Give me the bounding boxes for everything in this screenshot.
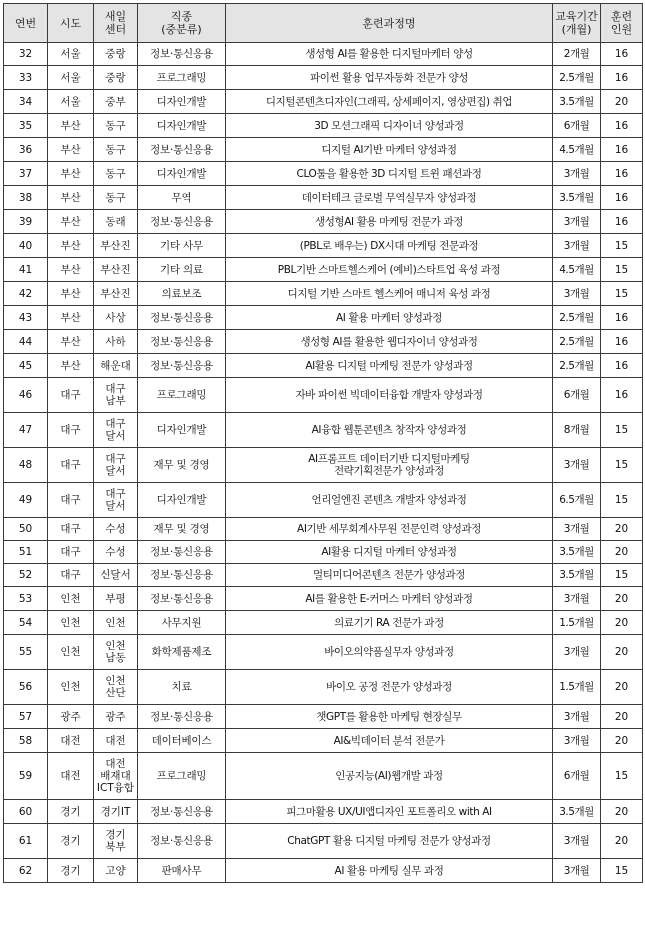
cell-period: 2.5개월	[553, 354, 601, 378]
cell-trainees: 16	[601, 330, 643, 354]
table-row	[4, 43, 643, 66]
cell-course: 데이터테크 글로벌 무역실무자 양성과정	[226, 186, 553, 210]
cell-trainees: 20	[601, 729, 643, 753]
table-row	[4, 210, 643, 234]
cell-no: 43	[4, 306, 48, 330]
cell-trainees: 16	[601, 43, 643, 66]
cell-no: 47	[4, 413, 48, 448]
cell-center: 동구	[94, 114, 138, 138]
cell-category: 디자인개발	[138, 114, 226, 138]
cell-category: 정보·통신응용	[138, 564, 226, 587]
table-row	[4, 330, 643, 354]
cell-no: 55	[4, 635, 48, 670]
cell-category: 정보·통신응용	[138, 800, 226, 824]
table-row	[4, 66, 643, 90]
cell-region: 대전	[48, 729, 94, 753]
cell-course: AI활용 디지털 마케터 양성과정	[226, 541, 553, 564]
cell-category: 기타 사무	[138, 234, 226, 258]
cell-trainees: 16	[601, 378, 643, 413]
cell-category: 정보·통신응용	[138, 330, 226, 354]
cell-period: 1.5개월	[553, 670, 601, 705]
table-row	[4, 753, 643, 800]
cell-region: 대구	[48, 448, 94, 483]
cell-region: 부산	[48, 354, 94, 378]
cell-course: 언리얼엔진 콘텐츠 개발자 양성과정	[226, 483, 553, 518]
header-category: 직종 (중분류)	[138, 4, 226, 43]
table-row	[4, 541, 643, 564]
cell-course: 생성형AI 활용 마케팅 전문가 과정	[226, 210, 553, 234]
cell-category: 무역	[138, 186, 226, 210]
table-row	[4, 378, 643, 413]
table-row	[4, 824, 643, 859]
cell-period: 3개월	[553, 587, 601, 611]
cell-category: 재무 및 경영	[138, 518, 226, 541]
cell-category: 정보·통신응용	[138, 138, 226, 162]
cell-region: 대구	[48, 518, 94, 541]
cell-course: 의료기기 RA 전문가 과정	[226, 611, 553, 635]
cell-trainees: 20	[601, 518, 643, 541]
table-row	[4, 448, 643, 483]
cell-center: 경기 북부	[94, 824, 138, 859]
cell-course: 멀티미디어콘텐츠 전문가 양성과정	[226, 564, 553, 587]
cell-trainees: 15	[601, 282, 643, 306]
cell-region: 인천	[48, 611, 94, 635]
cell-course: AI기반 세무회계사무원 전문인력 양성과정	[226, 518, 553, 541]
cell-period: 3개월	[553, 859, 601, 883]
cell-trainees: 15	[601, 258, 643, 282]
cell-no: 61	[4, 824, 48, 859]
table-body	[4, 43, 643, 883]
cell-center: 대전	[94, 729, 138, 753]
table-row	[4, 114, 643, 138]
header-center: 새일 센터	[94, 4, 138, 43]
cell-period: 3개월	[553, 282, 601, 306]
cell-course: AI활용 디지털 마케팅 전문가 양성과정	[226, 354, 553, 378]
cell-no: 41	[4, 258, 48, 282]
cell-period: 3.5개월	[553, 90, 601, 114]
table-header-row	[4, 4, 643, 43]
cell-category: 정보·통신응용	[138, 43, 226, 66]
cell-trainees: 20	[601, 90, 643, 114]
cell-region: 인천	[48, 635, 94, 670]
cell-category: 디자인개발	[138, 413, 226, 448]
header-period: 교육기간 (개월)	[553, 4, 601, 43]
cell-trainees: 16	[601, 306, 643, 330]
cell-period: 3개월	[553, 518, 601, 541]
cell-period: 3.5개월	[553, 186, 601, 210]
cell-region: 부산	[48, 210, 94, 234]
cell-category: 정보·통신응용	[138, 306, 226, 330]
cell-no: 44	[4, 330, 48, 354]
cell-center: 대전 배재대 ICT융합	[94, 753, 138, 800]
cell-course: 디지털 기반 스마트 헬스케어 매니저 육성 과정	[226, 282, 553, 306]
cell-center: 고양	[94, 859, 138, 883]
cell-course: 생성형 AI를 활용한 디지털마케터 양성	[226, 43, 553, 66]
cell-course: ChatGPT 활용 디지털 마케팅 전문가 양성과정	[226, 824, 553, 859]
cell-center: 대구 달서	[94, 483, 138, 518]
table-row	[4, 587, 643, 611]
cell-trainees: 15	[601, 448, 643, 483]
cell-trainees: 15	[601, 564, 643, 587]
cell-region: 대구	[48, 378, 94, 413]
cell-period: 2.5개월	[553, 66, 601, 90]
cell-no: 32	[4, 43, 48, 66]
cell-center: 동래	[94, 210, 138, 234]
cell-period: 2.5개월	[553, 330, 601, 354]
cell-trainees: 16	[601, 186, 643, 210]
table-row	[4, 354, 643, 378]
cell-center: 신달서	[94, 564, 138, 587]
cell-no: 59	[4, 753, 48, 800]
table-row	[4, 90, 643, 114]
cell-trainees: 16	[601, 162, 643, 186]
cell-region: 부산	[48, 258, 94, 282]
table-row	[4, 162, 643, 186]
cell-period: 6개월	[553, 753, 601, 800]
cell-no: 62	[4, 859, 48, 883]
cell-period: 6개월	[553, 114, 601, 138]
cell-no: 38	[4, 186, 48, 210]
cell-course: 피그마활용 UX/UI앱디자인 포트폴리오 with AI	[226, 800, 553, 824]
cell-period: 3개월	[553, 729, 601, 753]
cell-category: 정보·통신응용	[138, 587, 226, 611]
training-course-table	[3, 3, 643, 883]
cell-course: 바이오의약품실무자 양성과정	[226, 635, 553, 670]
cell-region: 부산	[48, 138, 94, 162]
cell-trainees: 15	[601, 859, 643, 883]
table-row	[4, 705, 643, 729]
cell-region: 대전	[48, 753, 94, 800]
cell-period: 3개월	[553, 210, 601, 234]
cell-category: 프로그래밍	[138, 753, 226, 800]
cell-center: 동구	[94, 162, 138, 186]
cell-category: 재무 및 경영	[138, 448, 226, 483]
cell-region: 부산	[48, 114, 94, 138]
cell-center: 동구	[94, 186, 138, 210]
cell-trainees: 20	[601, 635, 643, 670]
cell-no: 58	[4, 729, 48, 753]
cell-center: 중부	[94, 90, 138, 114]
cell-trainees: 20	[601, 611, 643, 635]
cell-course: AI프롬프트 데이터기반 디지털마케팅 전략기획전문가 양성과정	[226, 448, 553, 483]
cell-center: 수성	[94, 541, 138, 564]
cell-region: 대구	[48, 541, 94, 564]
cell-period: 3.5개월	[553, 800, 601, 824]
cell-course: 디지털 AI기반 마케터 양성과정	[226, 138, 553, 162]
table-row	[4, 483, 643, 518]
cell-center: 대구 달서	[94, 413, 138, 448]
cell-trainees: 20	[601, 705, 643, 729]
cell-center: 대구 달서	[94, 448, 138, 483]
cell-course: 자바 파이썬 빅데이터융합 개발자 양성과정	[226, 378, 553, 413]
cell-region: 인천	[48, 587, 94, 611]
table-row	[4, 635, 643, 670]
cell-course: AI 활용 마케터 양성과정	[226, 306, 553, 330]
cell-no: 37	[4, 162, 48, 186]
cell-course: AI를 활용한 E-커머스 마케터 양성과정	[226, 587, 553, 611]
cell-center: 광주	[94, 705, 138, 729]
cell-center: 대구 남부	[94, 378, 138, 413]
cell-period: 4.5개월	[553, 258, 601, 282]
cell-course: 인공지능(AI)웹개발 과정	[226, 753, 553, 800]
header-region: 시도	[48, 4, 94, 43]
cell-category: 정보·통신응용	[138, 210, 226, 234]
table-row	[4, 413, 643, 448]
cell-course: 생성형 AI를 활용한 웹디자이너 양성과정	[226, 330, 553, 354]
cell-category: 프로그래밍	[138, 66, 226, 90]
cell-category: 프로그래밍	[138, 378, 226, 413]
cell-trainees: 16	[601, 114, 643, 138]
cell-category: 디자인개발	[138, 483, 226, 518]
cell-course: 디지털콘텐츠디자인(그래픽, 상세페이지, 영상편집) 취업	[226, 90, 553, 114]
cell-trainees: 15	[601, 234, 643, 258]
table-row	[4, 234, 643, 258]
cell-category: 정보·통신응용	[138, 705, 226, 729]
cell-period: 3개월	[553, 162, 601, 186]
cell-period: 3개월	[553, 448, 601, 483]
table-row	[4, 800, 643, 824]
table-row	[4, 282, 643, 306]
cell-no: 48	[4, 448, 48, 483]
cell-no: 33	[4, 66, 48, 90]
cell-region: 인천	[48, 670, 94, 705]
table-row	[4, 859, 643, 883]
cell-no: 60	[4, 800, 48, 824]
cell-category: 사무지원	[138, 611, 226, 635]
cell-period: 6개월	[553, 378, 601, 413]
cell-course: 파이썬 활용 업무자동화 전문가 양성	[226, 66, 553, 90]
cell-trainees: 20	[601, 800, 643, 824]
cell-region: 경기	[48, 824, 94, 859]
cell-region: 경기	[48, 800, 94, 824]
cell-no: 51	[4, 541, 48, 564]
header-trainees: 훈련 인원	[601, 4, 643, 43]
cell-center: 중랑	[94, 66, 138, 90]
cell-center: 중랑	[94, 43, 138, 66]
table-row	[4, 729, 643, 753]
cell-trainees: 15	[601, 413, 643, 448]
cell-region: 서울	[48, 43, 94, 66]
cell-period: 3개월	[553, 234, 601, 258]
cell-center: 부산진	[94, 282, 138, 306]
cell-no: 49	[4, 483, 48, 518]
cell-region: 대구	[48, 413, 94, 448]
cell-no: 52	[4, 564, 48, 587]
cell-region: 부산	[48, 330, 94, 354]
cell-no: 45	[4, 354, 48, 378]
cell-category: 정보·통신응용	[138, 354, 226, 378]
cell-category: 데이터베이스	[138, 729, 226, 753]
cell-course: AI&빅데이터 분석 전문가	[226, 729, 553, 753]
table-row	[4, 564, 643, 587]
table-row	[4, 670, 643, 705]
table-row	[4, 186, 643, 210]
cell-center: 사상	[94, 306, 138, 330]
cell-no: 36	[4, 138, 48, 162]
cell-region: 부산	[48, 186, 94, 210]
cell-period: 3개월	[553, 705, 601, 729]
table-row	[4, 258, 643, 282]
cell-no: 34	[4, 90, 48, 114]
cell-center: 사하	[94, 330, 138, 354]
cell-period: 6.5개월	[553, 483, 601, 518]
cell-no: 39	[4, 210, 48, 234]
header-course: 훈련과정명	[226, 4, 553, 43]
cell-region: 부산	[48, 282, 94, 306]
cell-course: (PBL로 배우는) DX시대 마케팅 전문과정	[226, 234, 553, 258]
cell-period: 2개월	[553, 43, 601, 66]
cell-center: 부평	[94, 587, 138, 611]
cell-category: 디자인개발	[138, 162, 226, 186]
cell-center: 경기IT	[94, 800, 138, 824]
cell-period: 3개월	[553, 824, 601, 859]
cell-center: 부산진	[94, 258, 138, 282]
cell-center: 인천 산단	[94, 670, 138, 705]
cell-region: 광주	[48, 705, 94, 729]
table-row	[4, 611, 643, 635]
cell-no: 57	[4, 705, 48, 729]
cell-center: 인천 남동	[94, 635, 138, 670]
cell-course: CLO툴을 활용한 3D 디지털 트윈 패션과정	[226, 162, 553, 186]
cell-course: AI융합 웹툰콘텐츠 창작자 양성과정	[226, 413, 553, 448]
cell-no: 46	[4, 378, 48, 413]
cell-trainees: 20	[601, 670, 643, 705]
cell-region: 서울	[48, 66, 94, 90]
cell-course: AI 활용 마케팅 실무 과정	[226, 859, 553, 883]
cell-no: 54	[4, 611, 48, 635]
cell-trainees: 16	[601, 138, 643, 162]
cell-period: 1.5개월	[553, 611, 601, 635]
cell-no: 56	[4, 670, 48, 705]
cell-no: 40	[4, 234, 48, 258]
cell-region: 부산	[48, 234, 94, 258]
cell-region: 서울	[48, 90, 94, 114]
cell-center: 수성	[94, 518, 138, 541]
cell-trainees: 20	[601, 541, 643, 564]
cell-center: 인천	[94, 611, 138, 635]
cell-trainees: 15	[601, 753, 643, 800]
cell-center: 해운대	[94, 354, 138, 378]
cell-trainees: 16	[601, 210, 643, 234]
cell-course: 3D 모션그래픽 디자이너 양성과정	[226, 114, 553, 138]
cell-category: 화학제품제조	[138, 635, 226, 670]
cell-region: 대구	[48, 483, 94, 518]
header-no: 연번	[4, 4, 48, 43]
cell-category: 정보·통신응용	[138, 824, 226, 859]
cell-region: 부산	[48, 306, 94, 330]
cell-no: 53	[4, 587, 48, 611]
cell-period: 3.5개월	[553, 541, 601, 564]
table-row	[4, 518, 643, 541]
cell-course: 챗GPT를 활용한 마케팅 현장실무	[226, 705, 553, 729]
cell-period: 3.5개월	[553, 564, 601, 587]
cell-trainees: 16	[601, 354, 643, 378]
cell-category: 기타 의료	[138, 258, 226, 282]
cell-category: 판매사무	[138, 859, 226, 883]
cell-period: 2.5개월	[553, 306, 601, 330]
table-row	[4, 306, 643, 330]
table-row	[4, 138, 643, 162]
cell-course: 바이오 공정 전문가 양성과정	[226, 670, 553, 705]
cell-category: 치료	[138, 670, 226, 705]
cell-region: 경기	[48, 859, 94, 883]
cell-no: 35	[4, 114, 48, 138]
cell-region: 대구	[48, 564, 94, 587]
cell-period: 4.5개월	[553, 138, 601, 162]
cell-category: 디자인개발	[138, 90, 226, 114]
cell-center: 동구	[94, 138, 138, 162]
cell-trainees: 20	[601, 824, 643, 859]
cell-trainees: 20	[601, 587, 643, 611]
cell-category: 정보·통신응용	[138, 541, 226, 564]
cell-trainees: 16	[601, 66, 643, 90]
cell-period: 8개월	[553, 413, 601, 448]
cell-course: PBL기반 스마트헬스케어 (예비)스타트업 육성 과정	[226, 258, 553, 282]
cell-trainees: 15	[601, 483, 643, 518]
cell-no: 50	[4, 518, 48, 541]
cell-center: 부산진	[94, 234, 138, 258]
cell-region: 부산	[48, 162, 94, 186]
cell-no: 42	[4, 282, 48, 306]
cell-period: 3개월	[553, 635, 601, 670]
cell-category: 의료보조	[138, 282, 226, 306]
